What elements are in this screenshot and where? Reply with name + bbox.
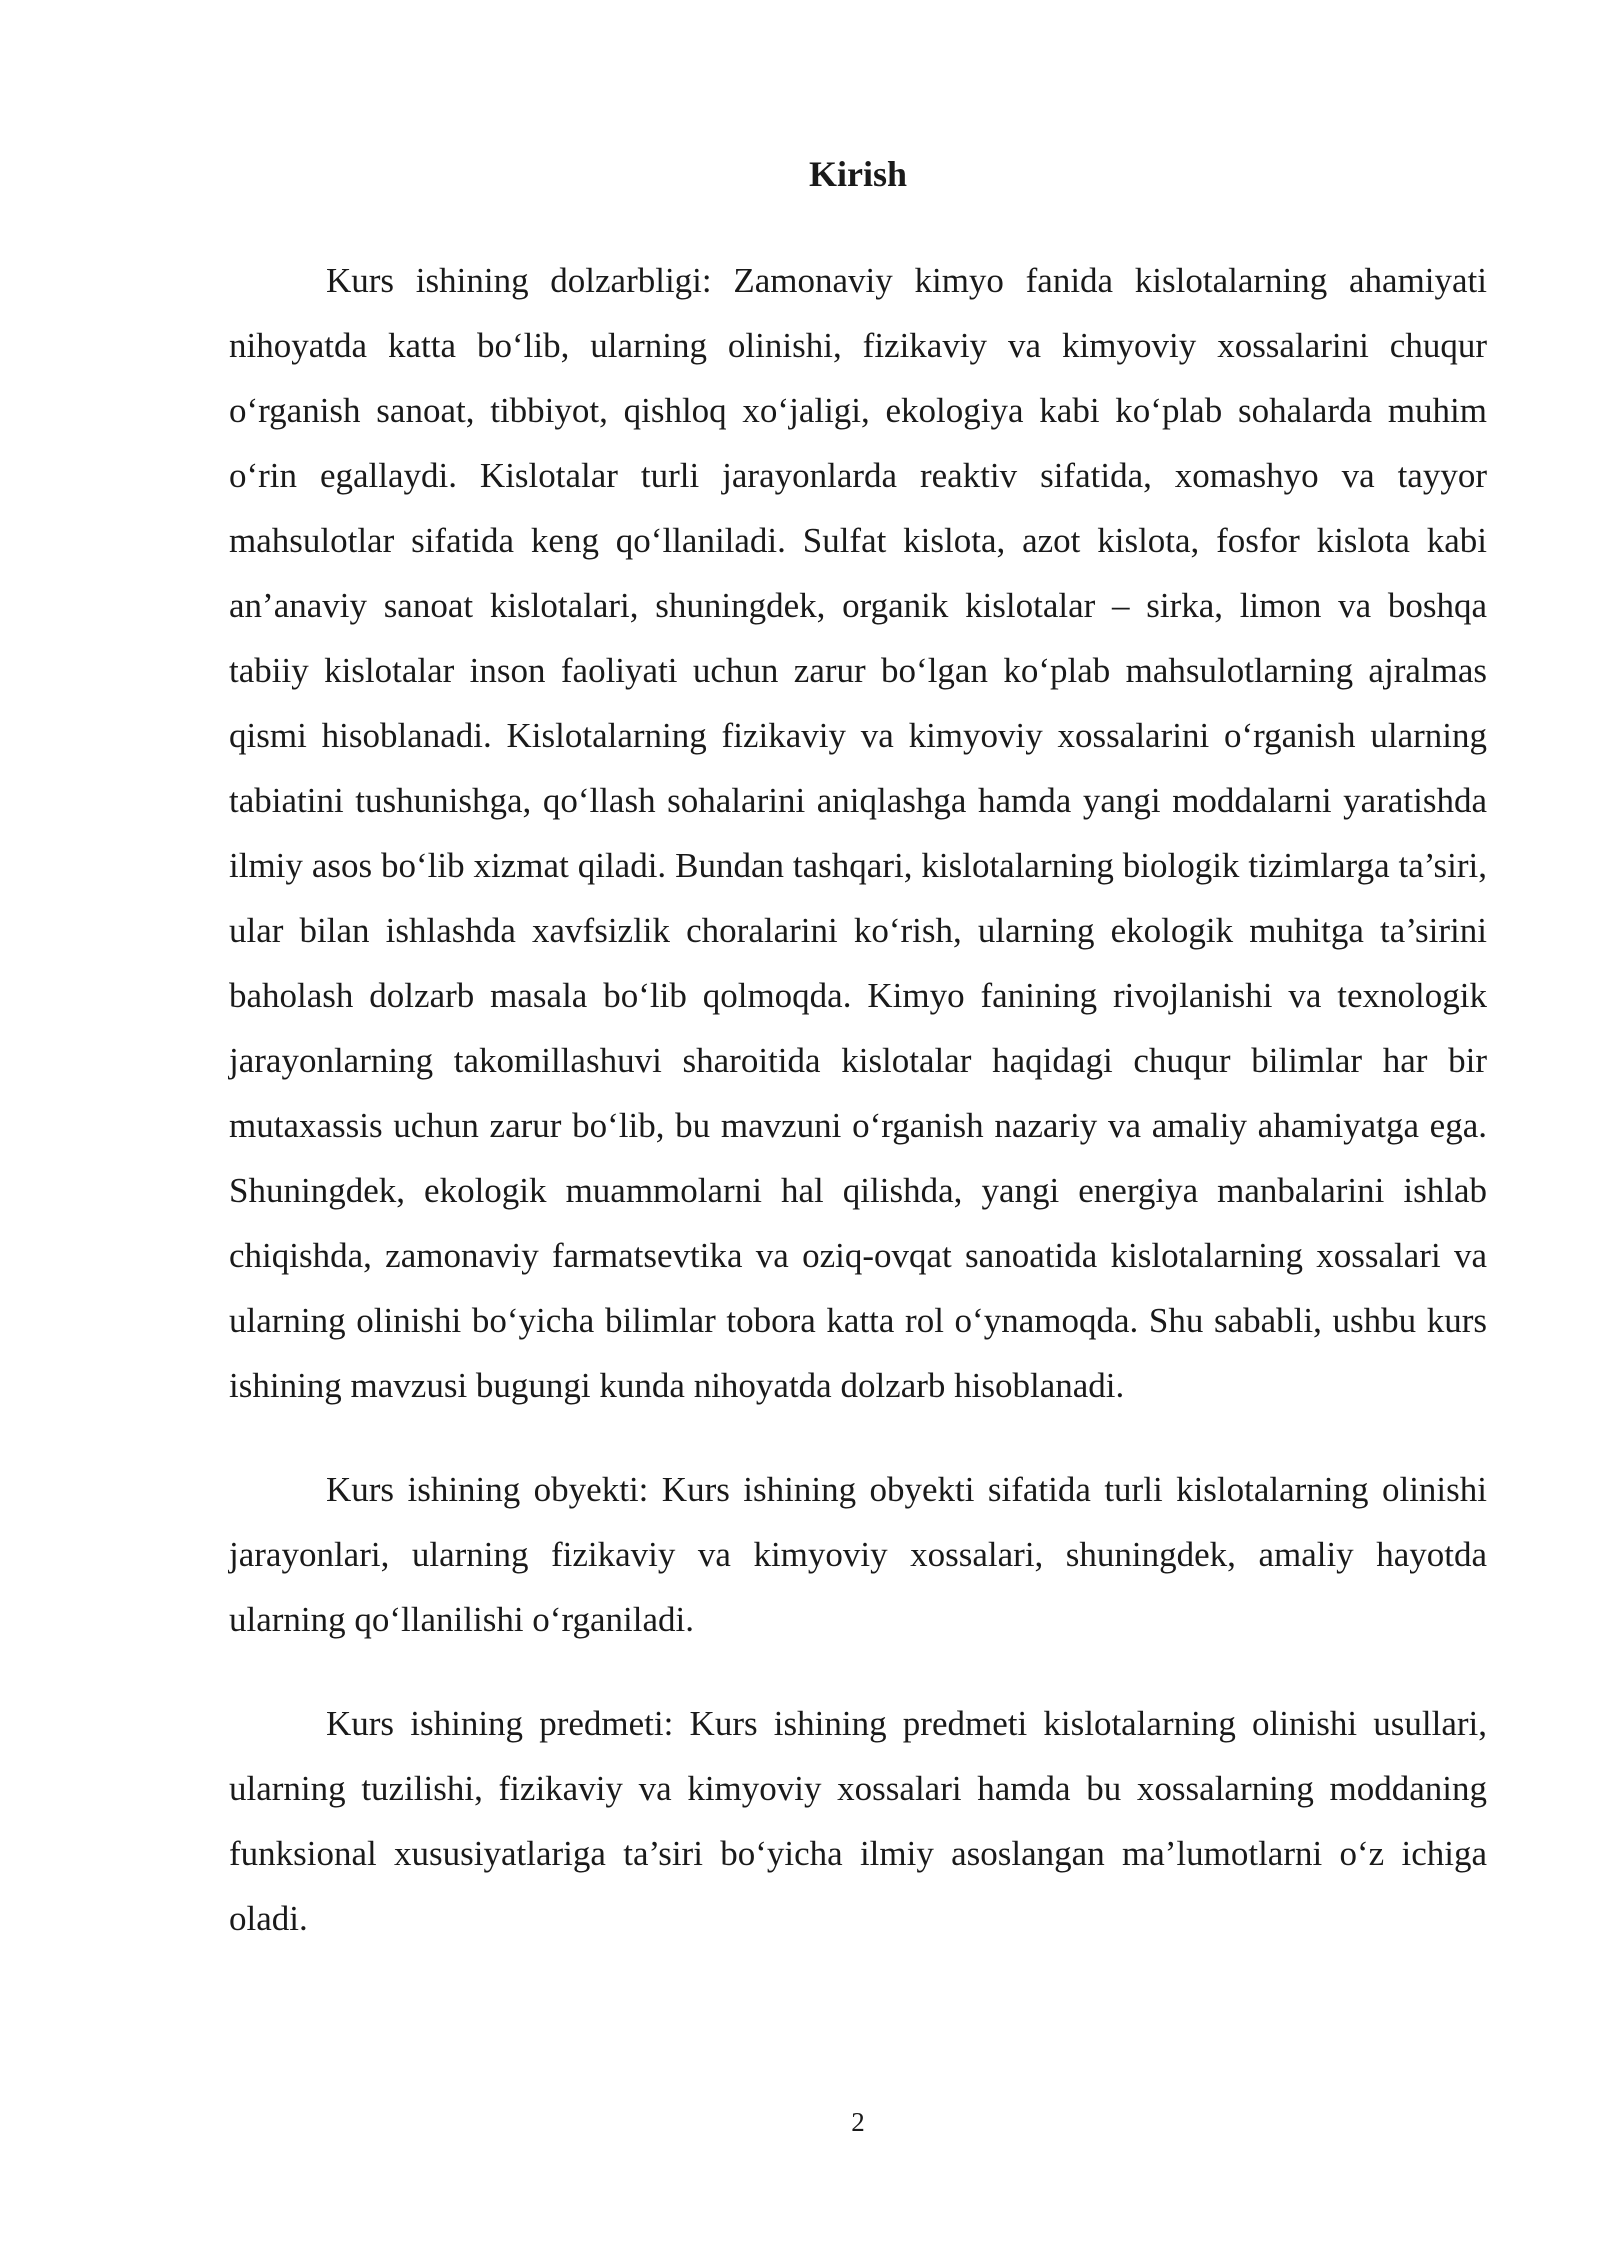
- paragraph-object: Kurs ishining obyekti: Kurs ishining obyekti sifatida turli kislotalarning olinishi jarayonlari, ularning fizikaviy va kimyoviy xossalari, shuningdek, amaliy hayotda ularning qo‘llanilishi o‘rganiladi.: [229, 1470, 1487, 1639]
- page-number: 2: [851, 2107, 865, 2137]
- paragraph-relevance: Kurs ishining dolzarbligi: Zamonaviy kimyo fanida kislotalarning ahamiyati nihoyatda katta bo‘lib, ularning olinishi, fizikaviy va kimyoviy xossalarini chuqur o‘rganish sanoat, tibbiyot, qishloq xo‘jaligi, ekologiya kabi ko‘plab sohalarda muhim o‘rin egallaydi. Kislotalar turli jarayonlarda reaktiv sifatida, xomashyo va tayyor mahsulotlar sifatida keng qo‘llaniladi. Sulfat kislota, azot kislota, fosfor kislota kabi an’anaviy sanoat kislotalari, shuningdek, organik kislotalar – sirka, limon va boshqa tabiiy kislotalar inson faoliyati uchun zarur bo‘lgan ko‘plab mahsulotlarning ajralmas qismi hisoblanadi. Kislotalarning fizikaviy va kimyoviy xossalarini o‘rganish ularning tabiatini tushunishga, qo‘llash sohalarini aniqlashga hamda yangi moddalarni yaratishda ilmiy asos bo‘lib xizmat qiladi. Bundan tashqari, kislotalarning biologik tizimlarga ta’siri, ular bilan ishlashda xavfsizlik choralarini ko‘rish, ularning ekologik muhitga ta’sirini baholash dolzarb masala bo‘lib qolmoqda. Kimyo fanining rivojlanishi va texnologik jarayonlarning takomillashuvi sharoitida kislotalar haqidagi chuqur bilimlar har bir mutaxassis uchun zarur bo‘lib, bu mavzuni o‘rganish nazariy va amaliy ahamiyatga ega. Shuningdek, ekologik muammolarni hal qilishda, yangi energiya manbalarini ishlab chiqishda, zamonaviy farmatsevtika va oziq-ovqat sanoatida kislotalarning xossalari va ularning olinishi bo‘yicha bilimlar tobora katta rol o‘ynamoqda. Shu sababli, ushbu kurs ishining mavzusi bugungi kunda nihoyatda dolzarb hisoblanadi.: [229, 261, 1487, 1405]
- document-body: [229, 248, 1487, 1951]
- page-title: Kirish: [808, 154, 907, 194]
- paragraph-subject: Kurs ishining predmeti: Kurs ishining predmeti kislotalarning olinishi usullari, ularning tuzilishi, fizikaviy va kimyoviy xossalari hamda bu xossalarning moddaning funksional xususiyatlariga ta’siri bo‘yicha ilmiy asoslangan ma’lumotlarni o‘z ichiga oladi.: [229, 1704, 1487, 1938]
